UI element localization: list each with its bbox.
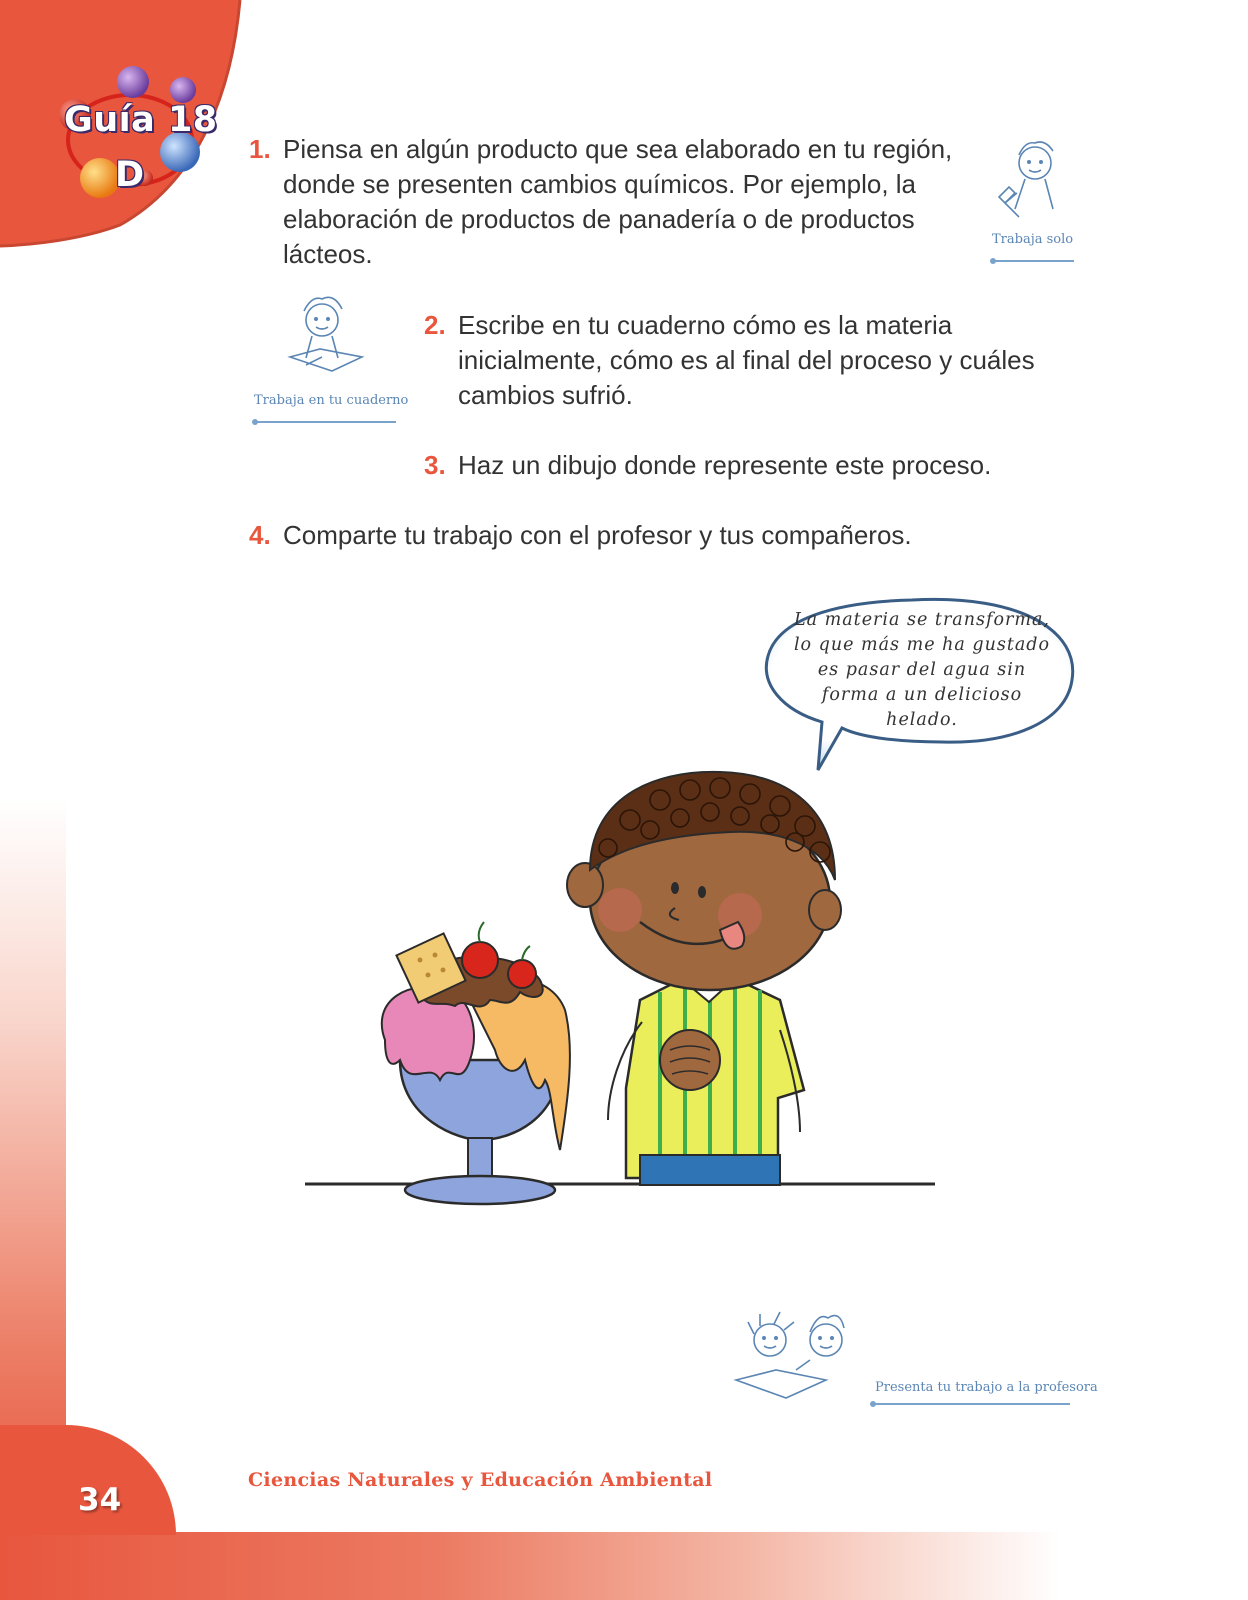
page-number: 34	[78, 1482, 122, 1518]
activity-rule	[874, 1403, 1070, 1405]
page-number-tab	[0, 1425, 176, 1535]
activity-label-solo: Trabaja solo	[992, 232, 1074, 247]
instruction-number-2: 2.	[424, 310, 446, 340]
activity-rule	[994, 260, 1074, 262]
instruction-number-1: 1.	[249, 134, 271, 164]
child-notebook-icon	[282, 295, 372, 387]
activity-present-work	[730, 1310, 1098, 1410]
instruction-text-1: Piensa en algún producto que sea elaborado en tu región, donde se presenten cambios químicos. Por ejemplo, la elaboración de productos de panadería o de productos lácteos.	[283, 134, 953, 269]
guide-letter: D	[115, 155, 145, 195]
instruction-item-4	[249, 518, 983, 553]
instruction-item-3	[424, 448, 1058, 483]
child-writing-icon	[995, 135, 1075, 230]
activity-rule	[256, 421, 396, 423]
activity-work-alone	[990, 135, 1090, 265]
instruction-text-3: Haz un dibujo donde represente este proceso.	[458, 450, 992, 480]
guide-title: Guía 18	[64, 100, 218, 140]
molecule-icon	[55, 60, 215, 220]
instruction-number-3: 3.	[424, 450, 446, 480]
instruction-number-4: 4.	[249, 520, 271, 550]
activity-label-present: Presenta tu trabajo a la profesora	[875, 1380, 1098, 1395]
instruction-item-2	[424, 308, 1058, 413]
left-edge-decoration	[0, 800, 66, 1530]
children-presenting-icon	[730, 1310, 870, 1402]
boy-ice-cream-illustration	[290, 760, 980, 1270]
instruction-text-4: Comparte tu trabajo con el profesor y tus compañeros.	[283, 520, 912, 550]
activity-label-notebook: Trabaja en tu cuaderno	[254, 393, 409, 408]
instruction-item-1	[249, 132, 963, 272]
speech-bubble-text: La materia se transforma, lo que más me ha gustado es pasar del agua sin forma a un delicioso helado.	[793, 610, 1051, 730]
bottom-edge-decoration	[0, 1532, 1248, 1600]
footer-subject: Ciencias Naturales y Educación Ambiental	[248, 1469, 713, 1491]
activity-work-notebook	[252, 295, 412, 425]
instruction-text-2: Escribe en tu cuaderno cómo es la materia inicialmente, cómo es al final del proceso y cuáles cambios sufrió.	[458, 310, 1035, 410]
